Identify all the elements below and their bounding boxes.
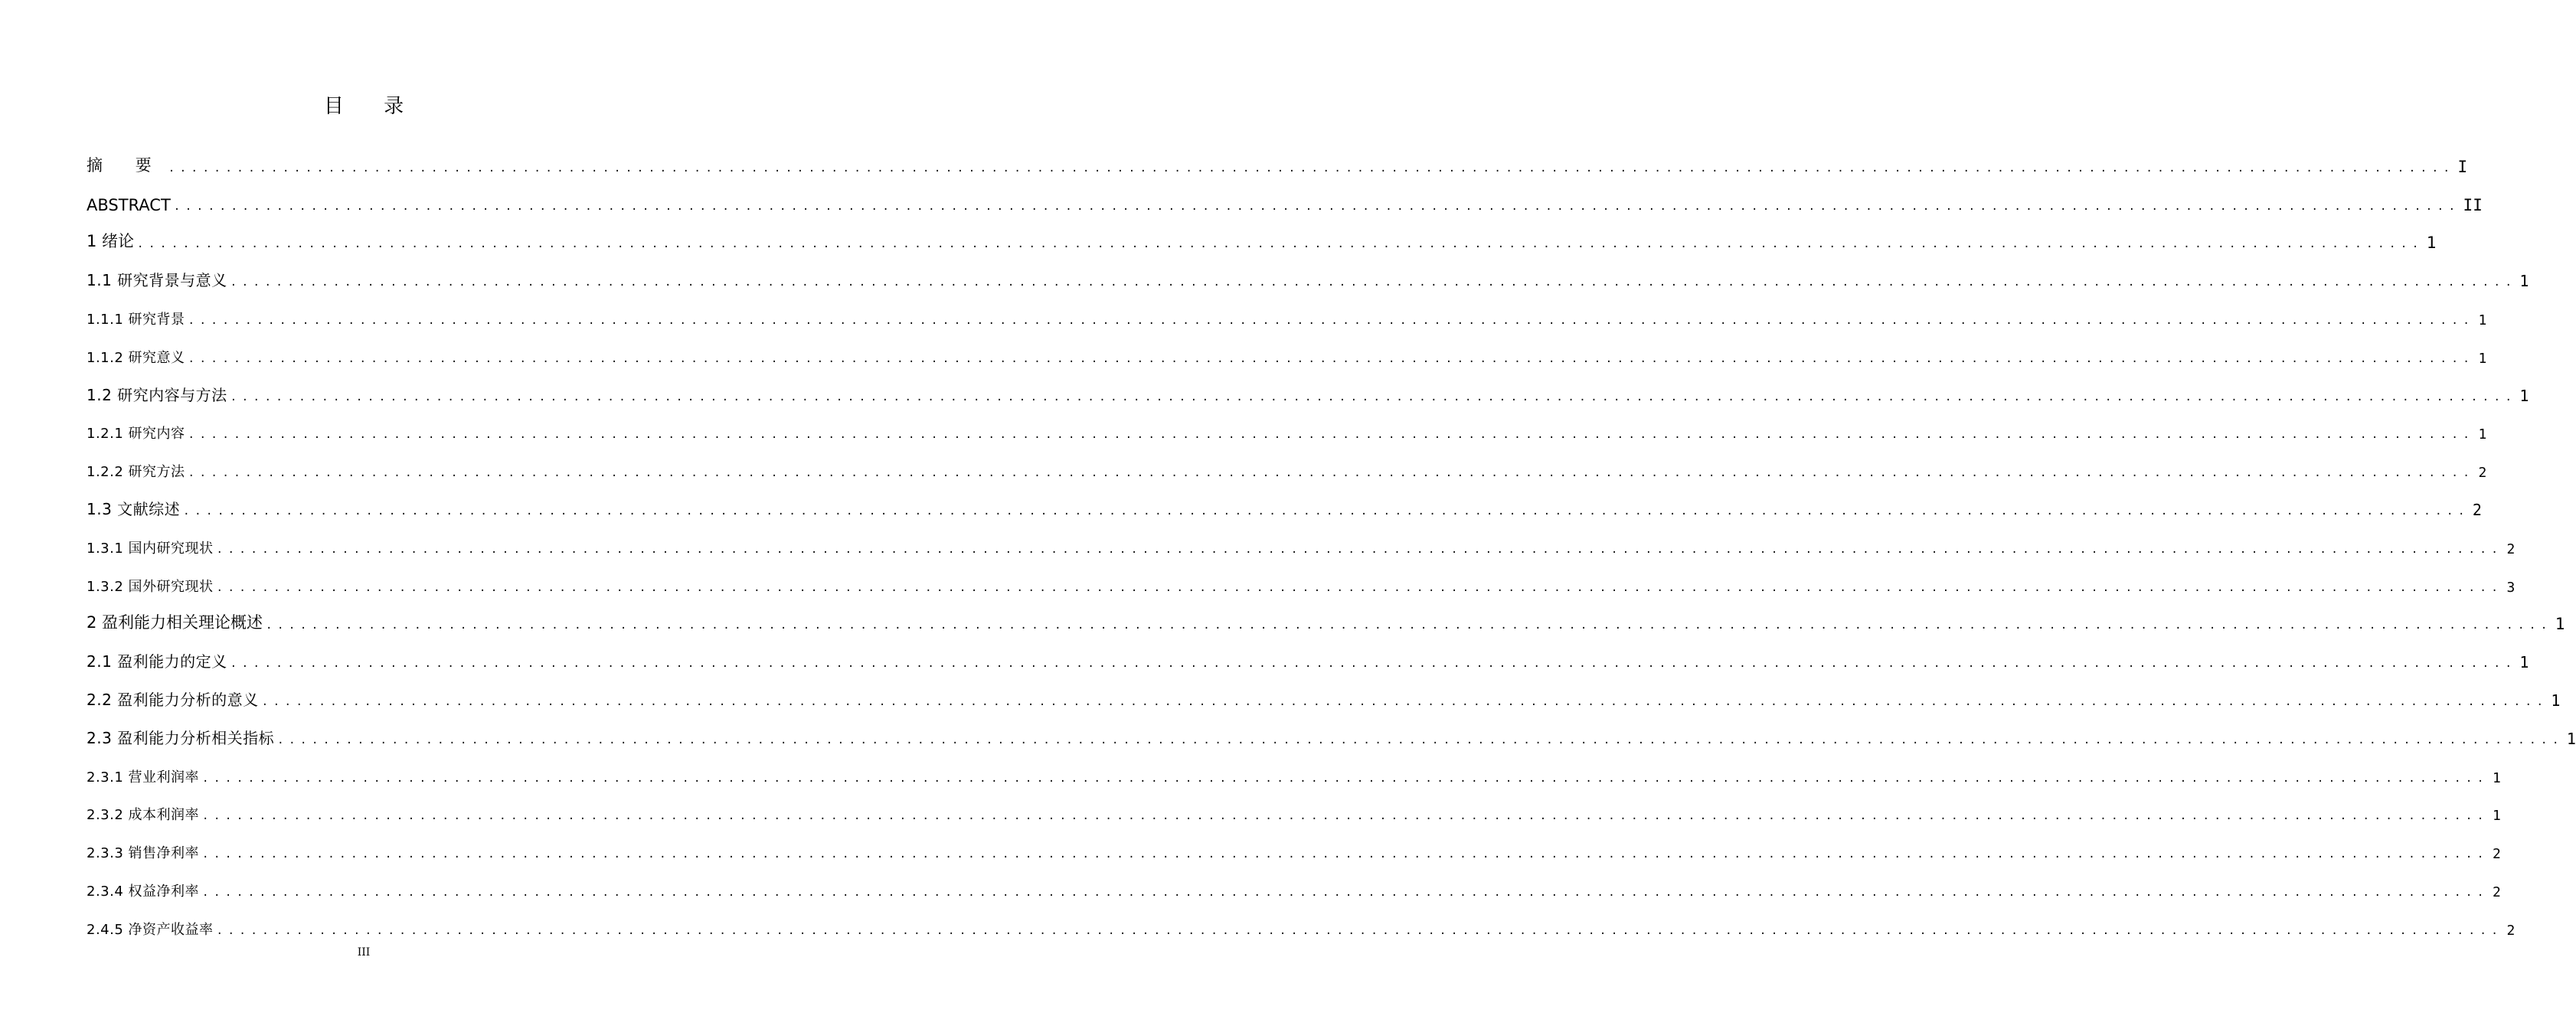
toc-page-number: 1 <box>2426 234 2437 253</box>
toc-page-number: 1 <box>2555 615 2565 634</box>
toc-page-number: 1 <box>2519 272 2529 291</box>
toc-page-number: 1 <box>2478 426 2487 443</box>
toc-page-number: I <box>2457 157 2468 176</box>
toc-entry-label: ABSTRACT <box>87 195 171 214</box>
toc-page-number: 1 <box>2566 729 2576 748</box>
page-title: 目 录 <box>323 95 421 118</box>
toc-entry-label: 2.4.5 净资产收益率 <box>87 921 214 938</box>
toc-entry-label: 2.3.3 销售净利率 <box>87 845 200 862</box>
dot-leader: ........................................................................................................................................................................................................ <box>202 772 2489 785</box>
toc-page-number: 2 <box>2506 922 2516 939</box>
toc-entry[interactable] <box>87 908 2516 946</box>
toc-page-number: 1 <box>2519 386 2529 405</box>
toc-entry[interactable] <box>87 870 2501 908</box>
toc-entry[interactable] <box>87 184 2483 222</box>
dot-leader: ........................................................................................................................................................................................................ <box>216 543 2503 556</box>
toc-entry[interactable] <box>87 831 2501 870</box>
dot-leader: ........................................................................................................................................................................................................ <box>173 200 2460 213</box>
dot-leader: ........................................................................................................................................................................................................ <box>261 695 2548 708</box>
toc-entry[interactable] <box>87 641 2529 679</box>
toc-page-number: 1 <box>2492 808 2501 825</box>
toc-entry-label: 2.3.2 成本利润率 <box>87 807 200 824</box>
toc-entry[interactable] <box>87 565 2516 603</box>
dot-leader: ........................................................................................................................................................................................................ <box>230 658 2517 671</box>
dot-leader: ........................................................................................................................................................................................................ <box>183 505 2470 518</box>
toc-page-number: 3 <box>2506 579 2516 596</box>
dot-leader: ........................................................................................................................................................................................................ <box>137 238 2424 251</box>
dot-leader: ........................................................................................................................................................................................................ <box>168 162 2455 175</box>
toc-entry[interactable] <box>87 488 2482 527</box>
toc-entry-label: 1 绪论 <box>87 232 135 251</box>
toc-entry-label: 1.2.2 研究方法 <box>87 464 185 481</box>
dot-leader: ........................................................................................................................................................................................................ <box>188 429 2475 442</box>
dot-leader: ........................................................................................................................................................................................................ <box>188 467 2475 480</box>
dot-leader: ........................................................................................................................................................................................................ <box>202 810 2489 823</box>
toc-entry[interactable] <box>87 794 2501 832</box>
dot-leader: ........................................................................................................................................................................................................ <box>277 733 2564 746</box>
toc-page-number: 1 <box>2478 350 2487 367</box>
toc-entry-label: 1.3.1 国内研究现状 <box>87 540 214 557</box>
dot-leader: ........................................................................................................................................................................................................ <box>216 924 2503 937</box>
toc-page-number: 1 <box>2551 691 2561 710</box>
toc-entry[interactable] <box>87 145 2468 184</box>
toc-entry-label: 1.1.2 研究意义 <box>87 349 185 366</box>
toc-entry-label: 1.3 文献综述 <box>87 499 181 518</box>
toc-entry[interactable] <box>87 527 2516 565</box>
toc-entry-label: 2.2 盈利能力分析的意义 <box>87 690 259 709</box>
toc-page-number: 2 <box>2506 541 2516 557</box>
toc-entry[interactable] <box>87 603 2565 642</box>
dot-leader: ........................................................................................................................................................................................................ <box>202 848 2489 861</box>
toc-entry-label: 1.2 研究内容与方法 <box>87 385 227 404</box>
dot-leader: ........................................................................................................................................................................................................ <box>188 352 2475 365</box>
toc-entry-label: 1.3.2 国外研究现状 <box>87 578 214 595</box>
toc-entry[interactable] <box>87 413 2487 451</box>
dot-leader: ........................................................................................................................................................................................................ <box>188 314 2475 327</box>
toc-page-number: 2 <box>2492 884 2501 900</box>
dot-leader: ........................................................................................................................................................................................................ <box>202 886 2489 899</box>
toc-entry-label: 2 盈利能力相关理论概述 <box>87 613 263 632</box>
toc-page-number: 1 <box>2519 653 2529 672</box>
toc-page-number: 2 <box>2478 465 2487 482</box>
toc-entry-label: 2.3 盈利能力分析相关指标 <box>87 728 275 747</box>
toc-entry-label: 2.3.4 权益净利率 <box>87 883 200 900</box>
toc-entry[interactable] <box>87 298 2487 336</box>
toc-entry[interactable] <box>87 222 2437 260</box>
toc-entry[interactable] <box>87 336 2487 374</box>
toc-entry-label: 2.3.1 营业利润率 <box>87 769 200 786</box>
page-number-footer: III <box>357 946 371 959</box>
dot-leader: ........................................................................................................................................................................................................ <box>266 619 2552 632</box>
toc-entry-label: 1.1.1 研究背景 <box>87 311 185 328</box>
toc-entry[interactable] <box>87 717 2576 756</box>
dot-leader: ........................................................................................................................................................................................................ <box>216 581 2503 594</box>
toc-entry[interactable] <box>87 450 2487 488</box>
table-of-contents <box>87 145 2576 946</box>
toc-page-number: 2 <box>2492 846 2501 863</box>
toc-entry-label: 2.1 盈利能力的定义 <box>87 652 227 671</box>
toc-entry-label: 1.2.1 研究内容 <box>87 426 185 443</box>
toc-entry[interactable] <box>87 756 2501 794</box>
toc-page-number: 1 <box>2478 312 2487 328</box>
toc-entry-label: 1.1 研究背景与意义 <box>87 271 227 290</box>
toc-page-number: II <box>2463 195 2483 214</box>
toc-entry[interactable] <box>87 374 2529 413</box>
toc-entry[interactable] <box>87 260 2529 298</box>
dot-leader: ........................................................................................................................................................................................................ <box>230 276 2517 289</box>
toc-entry-label: 摘 要 <box>87 155 165 175</box>
dot-leader: ........................................................................................................................................................................................................ <box>230 390 2517 403</box>
toc-entry[interactable] <box>87 679 2561 717</box>
toc-page-number: 1 <box>2492 769 2501 786</box>
toc-page-number: 2 <box>2472 500 2482 519</box>
